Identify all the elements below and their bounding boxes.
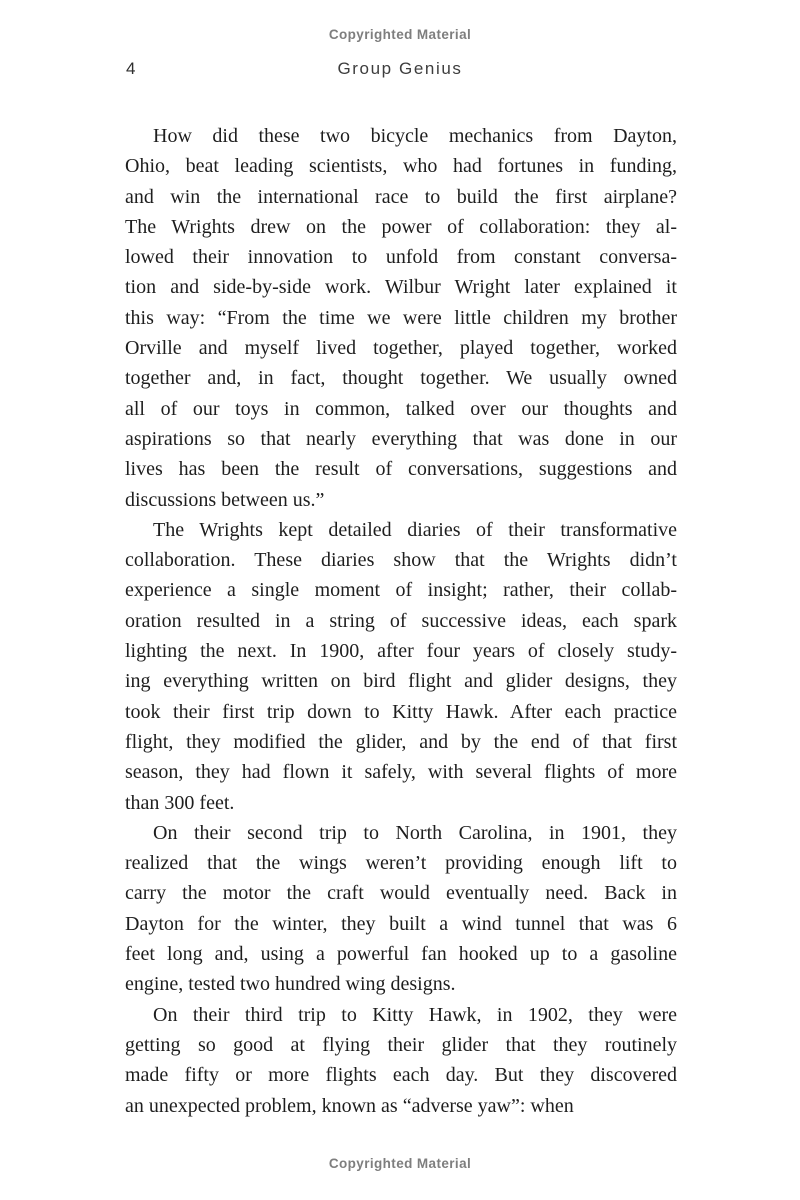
text-line: took their first trip down to Kitty Hawk. After each practice: [125, 700, 677, 723]
text-line: an unexpected problem, known as “adverse yaw”: when: [125, 1094, 574, 1117]
text-line: experience a single moment of insight; rather, their collab-: [125, 579, 677, 602]
text-line: lives has been the result of conversations, suggestions and: [125, 458, 677, 481]
text-line: flight, they modified the glider, and by the end of that first: [125, 730, 677, 753]
running-header: [0, 59, 800, 83]
text-line: On their second trip to North Carolina, in 1901, they: [153, 821, 677, 844]
text-line: The Wrights kept detailed diaries of their transformative: [153, 518, 677, 541]
text-line: made fifty or more flights each day. But they discovered: [125, 1064, 677, 1087]
text-line: getting so good at flying their glider that they routinely: [125, 1033, 677, 1056]
text-line: The Wrights drew on the power of collaboration: they al-: [125, 215, 677, 238]
copyright-notice-bottom: Copyrighted Material: [328, 1156, 472, 1171]
text-line: oration resulted in a string of successive ideas, each spark: [125, 609, 677, 632]
text-line: carry the motor the craft would eventually need. Back in: [125, 882, 677, 905]
text-line: and win the international race to build the first airplane?: [125, 185, 677, 208]
text-line: tion and side-by-side work. Wilbur Wright later explained it: [125, 276, 677, 299]
text-line: ing everything written on bird flight and glider designs, they: [125, 670, 677, 693]
text-line: this way: “From the time we were little children my brother: [125, 306, 677, 329]
text-line: realized that the wings weren’t providing enough lift to: [125, 852, 677, 875]
text-line: than 300 feet.: [125, 791, 235, 814]
text-line: discussions between us.”: [125, 488, 325, 511]
text-line: Dayton for the winter, they built a wind tunnel that was 6: [125, 912, 677, 935]
running-head-title: Group Genius: [337, 59, 463, 78]
text-line: lowed their innovation to unfold from constant conversa-: [125, 246, 677, 269]
text-line: Ohio, beat leading scientists, who had fortunes in funding,: [125, 155, 677, 178]
body-text: [125, 121, 677, 1121]
text-line: all of our toys in common, talked over our thoughts and: [125, 397, 677, 420]
text-line: Orville and myself lived together, played together, worked: [125, 337, 677, 360]
text-line: On their third trip to Kitty Hawk, in 1902, they were: [153, 1003, 677, 1026]
text-line: together and, in fact, thought together. We usually owned: [125, 367, 677, 390]
text-line: lighting the next. In 1900, after four years of closely study-: [125, 640, 677, 663]
text-line: How did these two bicycle mechanics from Dayton,: [153, 125, 677, 147]
copyright-notice-top: Copyrighted Material: [328, 27, 472, 42]
text-line: feet long and, using a powerful fan hooked up to a gasoline: [125, 943, 677, 966]
text-line: aspirations so that nearly everything that was done in our: [125, 427, 677, 450]
text-line: season, they had flown it safely, with several flights of more: [125, 761, 677, 784]
text-line: engine, tested two hundred wing designs.: [125, 973, 456, 996]
page-number: 4: [126, 59, 136, 78]
text-line: collaboration. These diaries show that the Wrights didn’t: [125, 549, 677, 572]
